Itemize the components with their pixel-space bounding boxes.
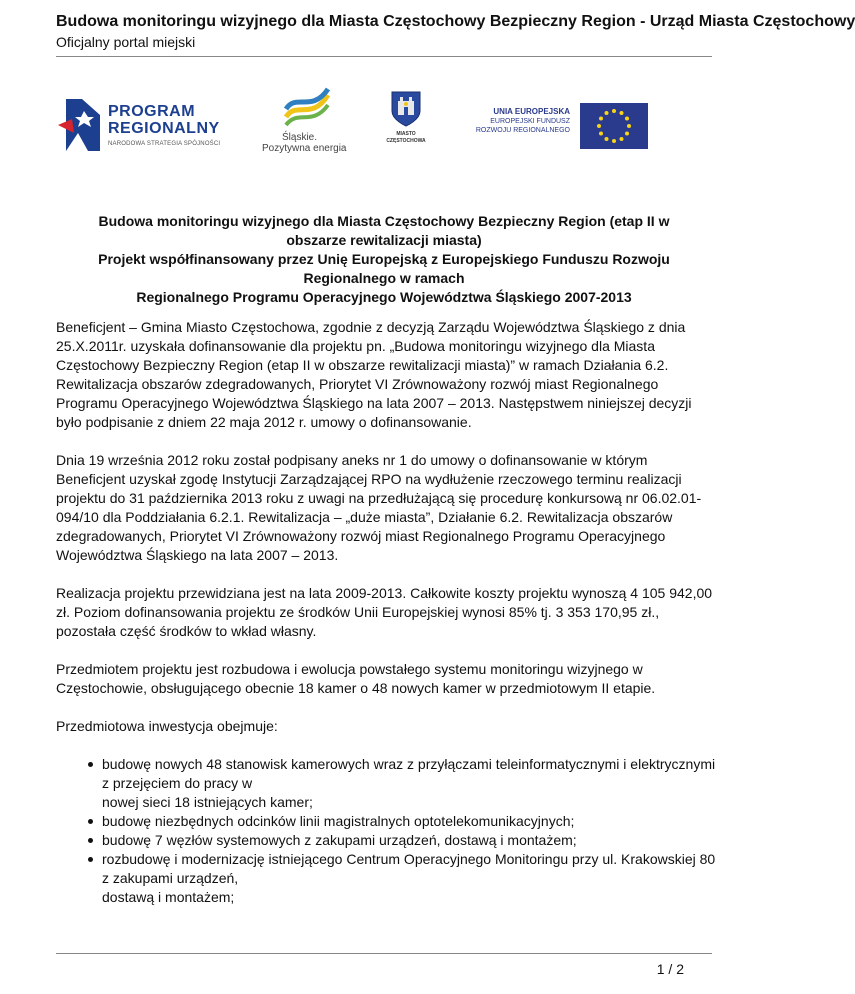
program-regionalny-logo [56,95,246,157]
list-item-text: rozbudowę i modernizację istniejącego Centrum Operacyjnego Monitoringu przy ul. Krakowskiej 80 z zakupami urządzeń, [102,851,716,886]
list-item [88,850,718,907]
heading-line: Regionalnego w ramach [303,270,465,286]
program-logo-line3: NARODOWA STRATEGIA SPÓJNOŚCI [108,141,221,147]
bullet-icon [88,857,93,862]
list-item-text: budowę nowych 48 stanowisk kamerowych wraz z przyłączami teleinformatycznymi i elektrycznymi z przejęciem do pracy w [102,756,716,791]
article-body [56,318,718,907]
ue-logo-line2: EUROPEJSKI FUNDUSZ [490,118,570,125]
bullet-icon [88,838,93,843]
paragraph-beneficiary: Beneficjent – Gmina Miasto Częstochowa, zgodnie z decyzją Zarządu Województwa Śląskiego z dnia 25.X.2011r. uzyskała dofinansowanie dla projektu pn. „Budowa monitoringu wizyjnego dla Miasta Częstochowy Bezpieczny Region (etap II w obszarze rewitalizacji miasta)” w ramach Działania 6.2. Rewitalizacja obszarów zdegradowanych, Priorytet VI Zrównoważony rozwój miast Regionalnego Programu Operacyjnego Województwa Śląskiego na lata 2007 – 2013. Następstwem niniejszej decyzji było podpisanie z dniem 22 maja 2012 r. umowy o dofinansowanie. [56,319,692,430]
miasto-czestochowa-logo [376,91,436,157]
list-item [88,755,718,812]
page-number: 1 / 2 [656,961,684,977]
footer-divider [56,953,712,954]
slaskie-waves-icon [282,87,332,127]
list-item-text: nowej sieci 18 istniejących kamer; [102,794,313,810]
paragraph-subject: Przedmiotem projektu jest rozbudowa i ewolucja powstałego systemu monitoringu wizyjnego w Częstochowie, obsługującego obecnie 18 kamer o 48 nowych kamer w przedmiotowym II etapie. [56,661,656,696]
program-logo-line2: REGIONALNY [108,120,220,137]
page-title: Budowa monitoringu wizyjnego dla Miasta Częstochowy Bezpieczny Region - Urząd Miasta Częstochowy [56,13,855,30]
paragraph-annex: Dnia 19 września 2012 roku został podpisany aneks nr 1 do umowy o dofinansowanie w którym Beneficjent uzyskał zgodę Instytucji Zarządzającej RPO na wydłużenie rzeczowego terminu realizacji projektu do 31 października 2013 roku z uwagi na przedłużającą się procedurę konkursową nr 06.02.01-094/10 dla Poddziałania 6.2.1. Rewitalizacja – „duże miasta”, Działanie 6.2. Rewitalizacja obszarów zdegradowanych, Priorytet VI Zrównoważony rozwój miast Regionalnego Programu Operacyjnego Województwa Śląskiego na lata 2007 – 2013. [56,452,702,563]
slaskie-logo-line1: Śląskie. [282,132,318,143]
ue-logo-line3: ROZWOJU REGIONALNEGO [475,127,570,134]
project-heading [58,212,710,307]
heading-line: obszarze rewitalizacji miasta) [286,232,482,248]
miasto-logo-line1: MIASTO [396,131,416,137]
ue-logo-line1: UNIA EUROPEJSKA [493,107,570,116]
slaskie-logo [260,85,356,157]
list-item-text: dostawą i montażem; [102,889,235,905]
list-item [88,812,718,831]
heading-line: Regionalnego Programu Operacyjnego Województwa Śląskiego 2007-2013 [136,289,632,305]
unia-europejska-logo [466,103,662,151]
heading-line: Budowa monitoringu wizyjnego dla Miasta Częstochowy Bezpieczny Region (etap II w [98,213,670,229]
list-item-text: budowę 7 węzłów systemowych z zakupami urządzeń, dostawą i montażem; [102,832,577,848]
program-logo-line1: PROGRAM [108,103,196,120]
paragraph-costs: Realizacja projektu przewidziana jest na lata 2009-2013. Całkowite koszty projektu wynoszą 4 105 942,00 zł. Poziom dofinansowania projektu ze środków Unii Europejskiej wynosi 85% tj. 3 353 170,95 zł., pozostała część środków to wkład własny. [56,585,713,639]
eu-flag-icon [580,103,648,149]
czestochowa-coat-of-arms-icon [391,91,421,127]
list-item [88,831,718,850]
slaskie-logo-line2: Pozytywna energia [262,143,347,154]
bullet-icon [88,762,93,767]
miasto-logo-line2: CZĘSTOCHOWA [386,138,426,144]
paragraph-scope-intro: Przedmiotowa inwestycja obejmuje: [56,718,278,734]
logo-strip [56,85,712,160]
header-divider [56,56,712,57]
page-subtitle: Oficjalny portal miejski [56,34,196,50]
heading-line: Projekt współfinansowany przez Unię Europejską z Europejskiego Funduszu Rozwoju [98,251,670,267]
list-item-text: budowę niezbędnych odcinków linii magistralnych optotelekomunikacyjnych; [102,813,575,829]
program-regionalny-emblem-icon [58,95,106,155]
bullet-icon [88,819,93,824]
scope-list [56,755,718,907]
